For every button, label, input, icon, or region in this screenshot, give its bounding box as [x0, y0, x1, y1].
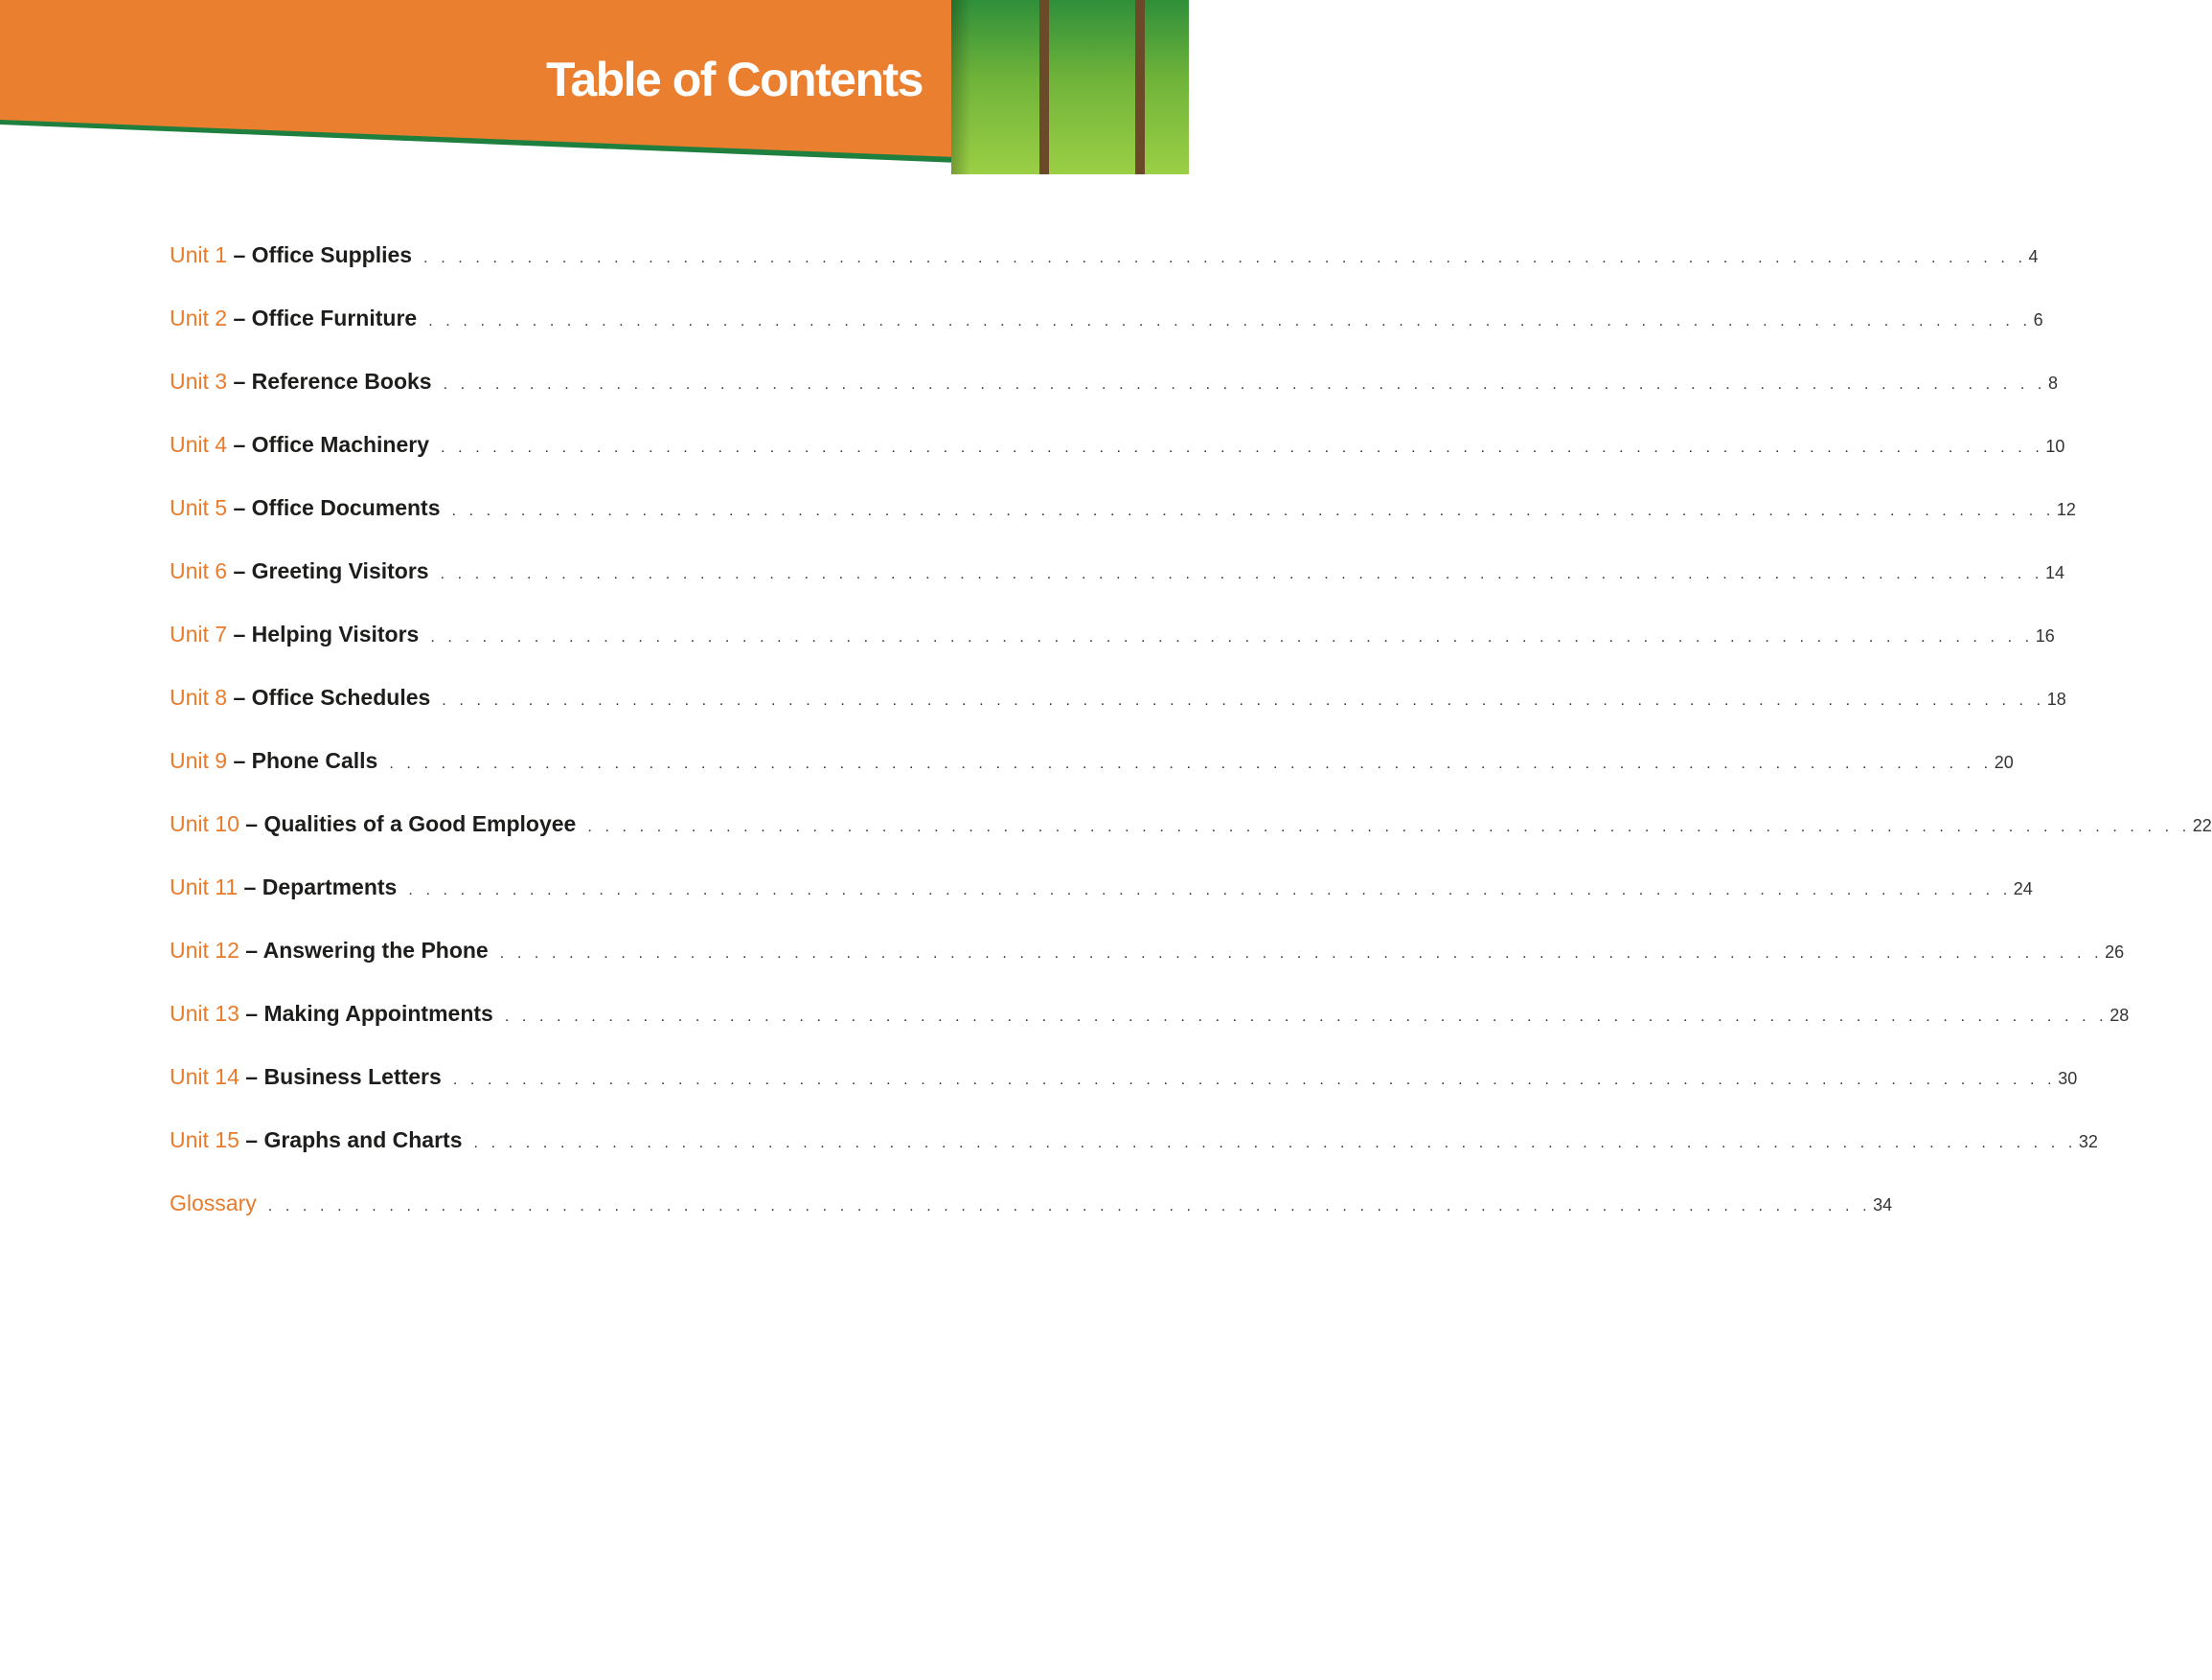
unit-separator: –: [227, 242, 252, 267]
unit-number: Unit 8: [170, 685, 228, 710]
toc-entry-label: [170, 556, 441, 586]
page-number: 16: [2035, 626, 2055, 646]
unit-separator: –: [238, 874, 262, 899]
unit-number: Unit 6: [170, 558, 228, 583]
toc-entry-label: [170, 429, 441, 460]
page-number: 20: [1994, 753, 2014, 772]
header-banner: [0, 0, 1189, 182]
page-number: 26: [2105, 942, 2125, 962]
toc-entry[interactable]: [170, 239, 2039, 303]
page-number: 22: [2192, 816, 2212, 835]
toc-entry[interactable]: [170, 619, 2055, 682]
unit-separator: –: [227, 432, 252, 457]
dot-leader: . . . . . . . . . . . . . . . . . . . . . . . . . . . . . . . . . . . . . . . . . . . . . . . . . . . . . . . . . . . . . . . . . . . . . . . . . . . . . . . . . . . . . . . . . . . . .: [428, 313, 2032, 329]
unit-number: Unit 2: [170, 306, 228, 330]
page-number: 14: [2044, 563, 2065, 582]
toc-entry-label: [170, 303, 428, 333]
toc-entry-label: [170, 872, 408, 902]
unit-topic: Reference Books: [251, 369, 432, 394]
unit-number: Unit 7: [170, 622, 228, 647]
dot-leader: . . . . . . . . . . . . . . . . . . . . . . . . . . . . . . . . . . . . . . . . . . . . . . . . . . . . . . . . . . . . . . . . . . . . . . . . . . . . . . . . . . . . . . . . . . . . .: [443, 376, 2046, 393]
unit-topic: Office Machinery: [251, 432, 430, 457]
page-number: 8: [2047, 374, 2058, 393]
unit-separator: –: [227, 622, 252, 647]
dot-leader: . . . . . . . . . . . . . . . . . . . . . . . . . . . . . . . . . . . . . . . . . . . . . . . . . . . . . . . . . . . . . . . . . . . . . . . . . . . . . . . . . . . . . . . . . . . . .: [504, 1009, 2109, 1025]
bar-shadow: [951, 0, 970, 174]
unit-topic: Greeting Visitors: [251, 558, 429, 583]
unit-number: Unit 11: [170, 874, 239, 899]
toc-entry-label: [170, 1061, 453, 1092]
unit-number: Unit 10: [170, 811, 239, 836]
toc-entry[interactable]: [170, 1124, 2098, 1188]
unit-separator: –: [239, 811, 264, 836]
toc-entry[interactable]: [170, 1061, 2078, 1124]
unit-topic: Making Appointments: [263, 1001, 493, 1026]
toc-entry-label: [170, 998, 505, 1029]
toc-entry[interactable]: [170, 808, 2212, 872]
page-number: 30: [2058, 1069, 2078, 1088]
unit-separator: –: [239, 1001, 264, 1026]
toc-entry-label: [170, 1124, 474, 1155]
toc-entry[interactable]: [170, 303, 2043, 366]
unit-separator: –: [239, 1064, 264, 1089]
unit-separator: –: [227, 369, 252, 394]
toc-entry[interactable]: [170, 998, 2130, 1061]
bar-divider-1: [1039, 0, 1049, 174]
toc-entry-label: [170, 808, 587, 839]
page-number: 24: [2013, 879, 2033, 898]
toc-entry-label: [170, 239, 423, 270]
toc-entry[interactable]: [170, 429, 2065, 492]
unit-number: Unit 5: [170, 495, 228, 520]
unit-topic: Office Documents: [251, 495, 441, 520]
dot-leader: . . . . . . . . . . . . . . . . . . . . . . . . . . . . . . . . . . . . . . . . . . . . . . . . . . . . . . . . . . . . . . . . . . . . . . . . . . . . . . . . . . . . . . . . . . . . .: [423, 250, 2027, 266]
unit-number: Unit 4: [170, 432, 228, 457]
unit-separator: –: [227, 558, 252, 583]
table-of-contents: [170, 239, 2212, 1251]
toc-entry-label: [170, 366, 444, 397]
toc-entry[interactable]: [170, 745, 2014, 808]
dot-leader: . . . . . . . . . . . . . . . . . . . . . . . . . . . . . . . . . . . . . . . . . . . . . . . . . . . . . . . . . . . . . . . . . . . . . . . . . . . . . . . . . . . . . . . . . . . . .: [451, 503, 2055, 519]
page-number: 10: [2045, 437, 2065, 456]
unit-number: Unit 12: [170, 938, 239, 963]
toc-entry[interactable]: [170, 492, 2076, 556]
unit-topic: Office Supplies: [251, 242, 413, 267]
dot-leader: . . . . . . . . . . . . . . . . . . . . . . . . . . . . . . . . . . . . . . . . . . . . . . . . . . . . . . . . . . . . . . . . . . . . . . . . . . . . . . . . . . . . . . . . . . . . .: [442, 692, 2045, 709]
dot-leader: . . . . . . . . . . . . . . . . . . . . . . . . . . . . . . . . . . . . . . . . . . . . . . . . . . . . . . . . . . . . . . . . . . . . . . . . . . . . . . . . . . . . . . . . . . . . .: [408, 882, 2012, 898]
unit-number: Unit 15: [170, 1127, 239, 1152]
dot-leader: . . . . . . . . . . . . . . . . . . . . . . . . . . . . . . . . . . . . . . . . . . . . . . . . . . . . . . . . . . . . . . . . . . . . . . . . . . . . . . . . . . . . . . . . . . . . .: [499, 945, 2104, 962]
dot-leader: . . . . . . . . . . . . . . . . . . . . . . . . . . . . . . . . . . . . . . . . . . . . . . . . . . . . . . . . . . . . . . . . . . . . . . . . . . . . . . . . . . . . . . . . . . . . .: [389, 756, 1993, 772]
unit-topic: Office Schedules: [251, 685, 431, 710]
toc-entry[interactable]: [170, 1188, 1893, 1251]
unit-number: Unit 3: [170, 369, 228, 394]
dot-leader: . . . . . . . . . . . . . . . . . . . . . . . . . . . . . . . . . . . . . . . . . . . . . . . . . . . . . . . . . . . . . . . . . . . . . . . . . . . . . . . . . . . . . . . . . . . . .: [267, 1198, 1872, 1215]
unit-topic: Qualities of a Good Employee: [263, 811, 577, 836]
dot-leader: . . . . . . . . . . . . . . . . . . . . . . . . . . . . . . . . . . . . . . . . . . . . . . . . . . . . . . . . . . . . . . . . . . . . . . . . . . . . . . . . . . . . . . . . . . . . .: [452, 1072, 2057, 1088]
unit-topic: Answering the Phone: [262, 938, 489, 963]
page-number: 32: [2078, 1132, 2098, 1151]
toc-entry-label: [170, 745, 389, 776]
unit-separator: –: [227, 685, 252, 710]
page-number: 6: [2033, 310, 2043, 329]
toc-entry[interactable]: [170, 682, 2066, 745]
page-title: Table of Contents: [545, 53, 923, 106]
unit-topic: Departments: [262, 874, 398, 899]
dot-leader: . . . . . . . . . . . . . . . . . . . . . . . . . . . . . . . . . . . . . . . . . . . . . . . . . . . . . . . . . . . . . . . . . . . . . . . . . . . . . . . . . . . . . . . . . . . . .: [473, 1135, 2077, 1151]
unit-topic: Business Letters: [263, 1064, 442, 1089]
unit-separator: –: [239, 938, 263, 963]
unit-number: Glossary: [170, 1191, 257, 1215]
unit-number: Unit 9: [170, 748, 228, 773]
unit-separator: –: [239, 1127, 264, 1152]
page-number: 28: [2109, 1006, 2130, 1025]
green-bar-2: [1049, 0, 1135, 174]
dot-leader: . . . . . . . . . . . . . . . . . . . . . . . . . . . . . . . . . . . . . . . . . . . . . . . . . . . . . . . . . . . . . . . . . . . . . . . . . . . . . . . . . . . . . . . . . . . . .: [587, 819, 2191, 835]
unit-topic: Office Furniture: [251, 306, 418, 330]
toc-entry-label: [170, 1188, 268, 1218]
toc-entry-label: [170, 492, 452, 523]
toc-entry-label: [170, 682, 442, 713]
green-bar-3: [1145, 0, 1189, 174]
page-number: 12: [2056, 500, 2076, 519]
dot-leader: . . . . . . . . . . . . . . . . . . . . . . . . . . . . . . . . . . . . . . . . . . . . . . . . . . . . . . . . . . . . . . . . . . . . . . . . . . . . . . . . . . . . . . . . . . . . .: [440, 566, 2043, 582]
unit-separator: –: [227, 748, 252, 773]
toc-entry-label: [170, 619, 430, 649]
dot-leader: . . . . . . . . . . . . . . . . . . . . . . . . . . . . . . . . . . . . . . . . . . . . . . . . . . . . . . . . . . . . . . . . . . . . . . . . . . . . . . . . . . . . . . . . . . . . .: [430, 629, 2034, 646]
dot-leader: . . . . . . . . . . . . . . . . . . . . . . . . . . . . . . . . . . . . . . . . . . . . . . . . . . . . . . . . . . . . . . . . . . . . . . . . . . . . . . . . . . . . . . . . . . . . .: [441, 440, 2044, 456]
toc-entry[interactable]: [170, 366, 2058, 429]
page-number: 4: [2028, 247, 2039, 266]
unit-topic: Phone Calls: [251, 748, 378, 773]
toc-entry[interactable]: [170, 556, 2065, 619]
bar-divider-2: [1135, 0, 1145, 174]
toc-entry[interactable]: [170, 872, 2033, 935]
toc-entry[interactable]: [170, 935, 2125, 998]
page-number: 34: [1873, 1195, 1893, 1215]
unit-separator: –: [227, 306, 252, 330]
unit-number: Unit 1: [170, 242, 228, 267]
unit-number: Unit 14: [170, 1064, 239, 1089]
toc-entry-label: [170, 935, 500, 965]
unit-topic: Graphs and Charts: [263, 1127, 463, 1152]
unit-topic: Helping Visitors: [251, 622, 420, 647]
page-number: 18: [2046, 690, 2066, 709]
unit-number: Unit 13: [170, 1001, 239, 1026]
unit-separator: –: [227, 495, 252, 520]
